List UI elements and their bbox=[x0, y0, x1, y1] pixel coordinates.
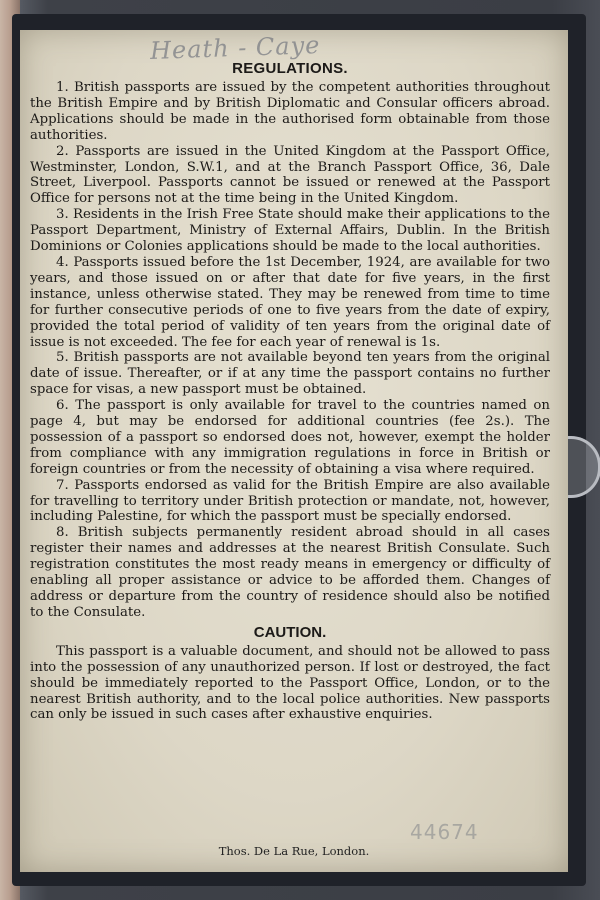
regulation-paragraph-8: 8. British subjects permanently resident abroad should in all cases register their names and addresses at the nearest British Consulate. Such registration constitutes the most ready means in emergency or difficulty of enabling all proper assistance or advice to be afforded them. Changes of address or departure from the country of residence should also be notified to the Consulate. bbox=[30, 525, 550, 620]
regulation-paragraph-7: 7. Passports endorsed as valid for the British Empire are also available for travelling to territory under British protection or mandate, not, however, including Palestine, for which the passport must be specially endorsed. bbox=[30, 477, 550, 525]
regulation-paragraph-5: 5. British passports are not available beyond ten years from the original date of issue. Thereafter, or if at any time the passport contains no further space for visas, a new passport must be obtained. bbox=[30, 350, 550, 398]
pencil-number: 44674 bbox=[410, 820, 479, 844]
caution-heading: CAUTION. bbox=[253, 623, 327, 641]
caution-paragraph: This passport is a valuable document, and should not be allowed to pass into the possession of any unauthorized person. If lost or destroyed, the fact should be immediately reported to the Passport Office, London, or to the nearest British authority, and to the local police authorities. New passports can only be issued in such cases after exhaustive enquiries. bbox=[30, 643, 550, 723]
regulations-heading: REGULATIONS. bbox=[232, 60, 348, 77]
regulation-paragraph-2: 2. Passports are issued in the United Kingdom at the Passport Office, Westminster, London, S.W.1, and at the Branch Passport Office, 36, Dale Street, Liverpool. Passports cannot be issued or renewed at the Passport Office for persons not at the time being in the United Kingdom. bbox=[30, 143, 550, 207]
regulation-paragraph-1: 1. British passports are issued by the competent authorities throughout the British Empire and by British Diplomatic and Consular officers abroad. Applications should be made in the authorised form obtainable from those authorities. bbox=[30, 80, 550, 143]
regulation-paragraph-3: 3. Residents in the Irish Free State should make their applications to the Passport Department, Ministry of External Affairs, Dublin. In the British Dominions or Colonies applications should be made to the local authorities. bbox=[30, 207, 550, 255]
regulation-paragraph-4: 4. Passports issued before the 1st December, 1924, are available for two years, and those issued on or after that date for five years, in the first instance, unless otherwise stated. They may be renewed from time to time for further consecutive periods of one to five years from the date of expiry, provided the total period of validity of ten years from the original date of issue is not exceeded. The fee for each year of renewal is 1s. bbox=[30, 254, 550, 350]
regulation-paragraph-6: 6. The passport is only available for travel to the countries named on page 4, but may be endorsed for additional countries (fee 2s.). The possession of a passport so endorsed does not, however, exempt the holder from compliance with any immigration regulations in force in British or foreign countries or from the necessity of obtaining a visa where required. bbox=[30, 398, 550, 477]
printer-imprint: Thos. De La Rue, London. bbox=[218, 844, 370, 858]
passport-page bbox=[20, 30, 568, 872]
page-content bbox=[30, 60, 550, 723]
handwritten-note: Heath - Caye bbox=[149, 31, 321, 65]
